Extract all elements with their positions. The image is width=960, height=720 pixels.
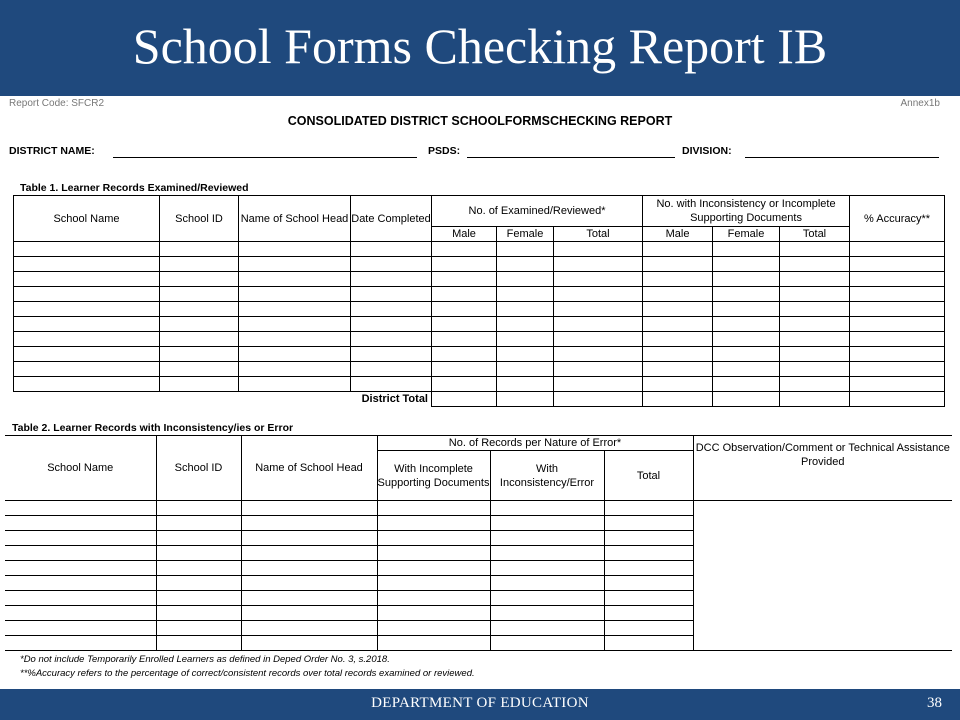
t2-header-total: Total xyxy=(604,451,693,501)
title-banner xyxy=(0,0,960,96)
t1-header-school-name: School Name xyxy=(14,196,160,242)
t2-header-nature-of-error: No. of Records per Nature of Error* xyxy=(377,436,693,451)
table-row[interactable] xyxy=(14,362,945,377)
t2-header-school-head: Name of School Head xyxy=(241,436,377,501)
t1-header-school-id: School ID xyxy=(160,196,239,242)
division-field[interactable] xyxy=(745,157,939,158)
table1 xyxy=(13,195,945,407)
t1-header-examined: No. of Examined/Reviewed* xyxy=(432,196,643,227)
footnote-2: **%Accuracy refers to the percentage of correct/consistent records over total records examined or reviewed. xyxy=(20,668,475,679)
table-row[interactable] xyxy=(14,242,945,257)
dcc-comment-area[interactable] xyxy=(693,501,952,651)
psds-field[interactable] xyxy=(467,157,675,158)
t1-header-inconsistency-male: Male xyxy=(643,227,713,242)
report-code: Report Code: SFCR2 xyxy=(9,98,105,109)
t1-header-date-completed: Date Completed xyxy=(351,196,432,242)
t2-header-school-name: School Name xyxy=(5,436,156,501)
report-title: CONSOLIDATED DISTRICT SCHOOLFORMSCHECKING REPORT xyxy=(287,114,673,128)
t1-header-inconsistency-female: Female xyxy=(713,227,780,242)
t1-header-inconsistency: No. with Inconsistency or Incomplete Supporting Documents xyxy=(643,196,850,227)
psds-label: PSDS: xyxy=(428,145,461,157)
t1-header-examined-male: Male xyxy=(432,227,497,242)
t1-header-examined-female: Female xyxy=(497,227,554,242)
table-row[interactable] xyxy=(14,347,945,362)
table-row[interactable] xyxy=(14,287,945,302)
t1-header-inconsistency-total: Total xyxy=(780,227,850,242)
table-row[interactable] xyxy=(14,257,945,272)
t2-header-with-inconsistency: With Inconsistency/Error xyxy=(490,451,604,501)
footer-banner xyxy=(0,689,960,720)
t1-header-accuracy: % Accuracy** xyxy=(850,196,945,242)
district-total-row[interactable] xyxy=(14,392,945,407)
table1-title: Table 1. Learner Records Examined/Reviewed xyxy=(20,182,249,194)
table-row[interactable] xyxy=(14,302,945,317)
table2-title: Table 2. Learner Records with Inconsistency/ies or Error xyxy=(12,422,294,434)
t2-header-dcc: DCC Observation/Comment or Technical Assistance Provided xyxy=(693,436,952,501)
annex-label: Annex1b xyxy=(900,98,940,109)
t1-header-school-head: Name of School Head xyxy=(239,196,351,242)
table-row[interactable] xyxy=(14,332,945,347)
district-total-label: District Total xyxy=(351,392,432,407)
t2-header-school-id: School ID xyxy=(156,436,241,501)
table-row[interactable] xyxy=(14,317,945,332)
table-row[interactable] xyxy=(14,272,945,287)
footer-label: DEPARTMENT OF EDUCATION xyxy=(371,695,589,711)
table-row[interactable] xyxy=(5,501,952,516)
table2 xyxy=(5,435,952,651)
table-row[interactable] xyxy=(14,377,945,392)
t1-header-examined-total: Total xyxy=(554,227,643,242)
slide-title: School Forms Checking Report IB xyxy=(132,18,828,74)
division-label: DIVISION: xyxy=(682,145,732,157)
district-name-field[interactable] xyxy=(113,157,417,158)
footnote-1: *Do not include Temporarily Enrolled Learners as defined in Deped Order No. 3, s.2018. xyxy=(20,654,390,665)
t2-header-incomplete-docs: With Incomplete Supporting Documents xyxy=(377,451,490,501)
page-number: 38 xyxy=(927,695,942,711)
district-name-label: DISTRICT NAME: xyxy=(9,145,95,157)
